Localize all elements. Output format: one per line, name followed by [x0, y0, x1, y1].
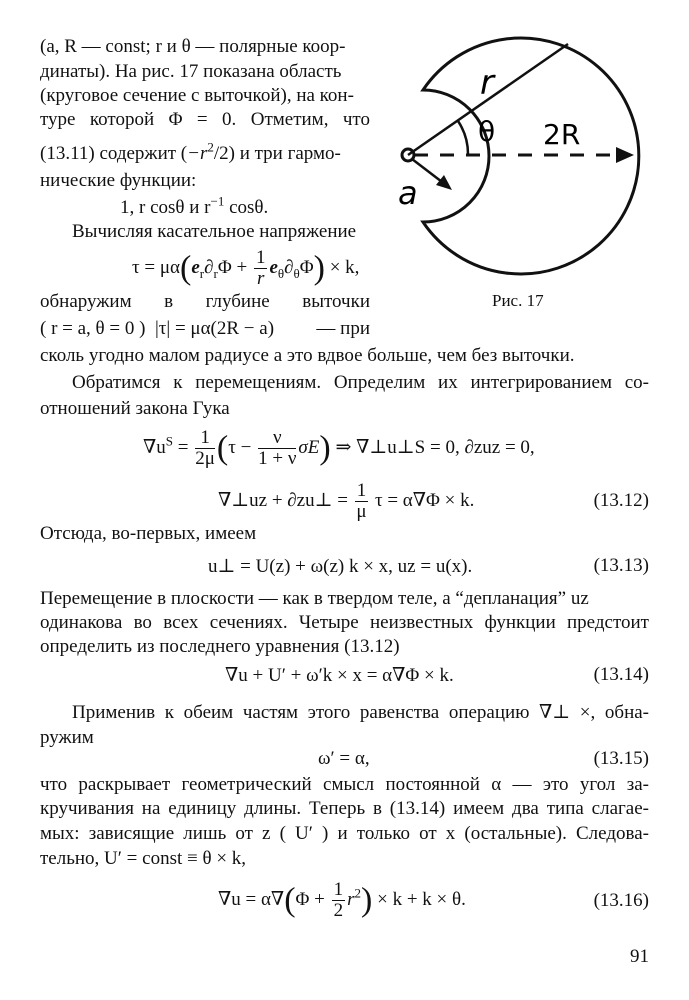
intro-line-6: нические функции:	[40, 170, 197, 191]
intro-line-11: сколь угодно малом радиусе a это вдвое больше, чем без выточки.	[40, 345, 575, 366]
label-r: r	[480, 63, 494, 103]
para6-line-2: кручивания на единицу длины. Теперь в (13.14) имеем два типа слагае-	[40, 798, 649, 819]
equation-13-14: ∇u + U′ + ω′k × x = α∇Φ × k.	[225, 665, 454, 686]
hooke-equation: $\nabla u^S$ = $\frac{1}{2\mu}$ (τ − $\frac{\nu}{1 + \nu}$ σE) ⇒ ∇⊥u⊥S = 0, ∂zuz = 0,	[143, 427, 535, 470]
para4-line-1: Перемещение в плоскости — как в твердом теле, а “депланация” uz	[40, 588, 589, 609]
intro-line-2: динаты). На рис. 17 показана область	[40, 61, 342, 82]
intro-line-10: ( r = a, θ = 0 ) |τ| = μα(2R − a) — при	[40, 318, 370, 339]
intro-line-3: (круговое сечение с выточкой), на кон-	[40, 85, 354, 106]
equation-13-15: ω′ = α,	[318, 748, 370, 769]
intro-line-9: обнаружим в глубине выточки	[40, 291, 370, 312]
para3: Отсюда, во-первых, имеем	[40, 523, 257, 544]
equation-13-13: u⊥ = U(z) + ω(z) k × x, uz = u(x).	[208, 556, 473, 577]
intro-line-7: 1, r cosθ и $r^{-1}$ cosθ.	[120, 193, 269, 218]
equation-number-13-12: (13.12)	[593, 490, 649, 511]
axis-arrowhead	[616, 147, 634, 163]
label-a: a	[398, 174, 418, 212]
radius-a-arrowhead	[436, 175, 452, 190]
equation-13-16: ∇u = α∇(Φ + $\frac{1}{2}$ $r^2) \times k + k \times \theta$.	[218, 879, 466, 922]
figure-caption: Рис. 17	[492, 291, 544, 310]
para6-line-1: что раскрывает геометрический смысл постоянной α — это угол за-	[40, 774, 649, 795]
intro-line-8: Вычисляя касательное напряжение	[72, 221, 357, 242]
para2-line-1: Обратимся к перемещениям. Определим их интегрированием со-	[72, 372, 649, 393]
para6-line-3: мых: зависящие лишь от z ( U′ ) и только от x (остальные). Следова-	[40, 823, 649, 844]
equation-13-12: ∇⊥uz + ∂zu⊥ = $\frac{1}{\mu}$ τ = α∇Φ × k.	[218, 480, 475, 523]
para6-line-4: тельно, U′ = const ≡ θ × k,	[40, 848, 247, 869]
para2-line-2: отношений закона Гука	[40, 398, 230, 419]
intro-line-4: туре которой Φ = 0. Отметим, что	[40, 109, 370, 130]
equation-number-13-15: (13.15)	[593, 748, 649, 769]
theta-arc	[458, 121, 468, 155]
para5-line-2: ружим	[40, 727, 94, 748]
figure-17	[388, 20, 658, 292]
para5-line-1: Применив к обеим частям этого равенства операцию ∇⊥ ×, обна-	[72, 702, 649, 723]
para4-line-3: определить из последнего уравнения (13.12)	[40, 636, 400, 657]
tau-equation: $\tau = \mu\alpha(e_r\partial_r\Phi$ + $\frac{1}{r}$ $e_\theta\partial_\theta\Phi) \times k$,	[132, 247, 360, 290]
label-2R: 2R	[543, 118, 581, 151]
intro-line-1: (a, R — const; r и θ — полярные коор-	[40, 36, 346, 57]
para4-line-2: одинакова во всех сечениях. Четыре неизвестных функции предстоит	[40, 612, 649, 633]
intro-line-5: (13.11) содержит $(-r^2/2)$ и три гармо-	[40, 139, 341, 164]
equation-number-13-16: (13.16)	[593, 890, 649, 911]
page-number: 91	[630, 946, 649, 967]
equation-number-13-13: (13.13)	[593, 555, 649, 576]
label-theta: θ	[478, 115, 496, 148]
equation-number-13-14: (13.14)	[593, 664, 649, 685]
